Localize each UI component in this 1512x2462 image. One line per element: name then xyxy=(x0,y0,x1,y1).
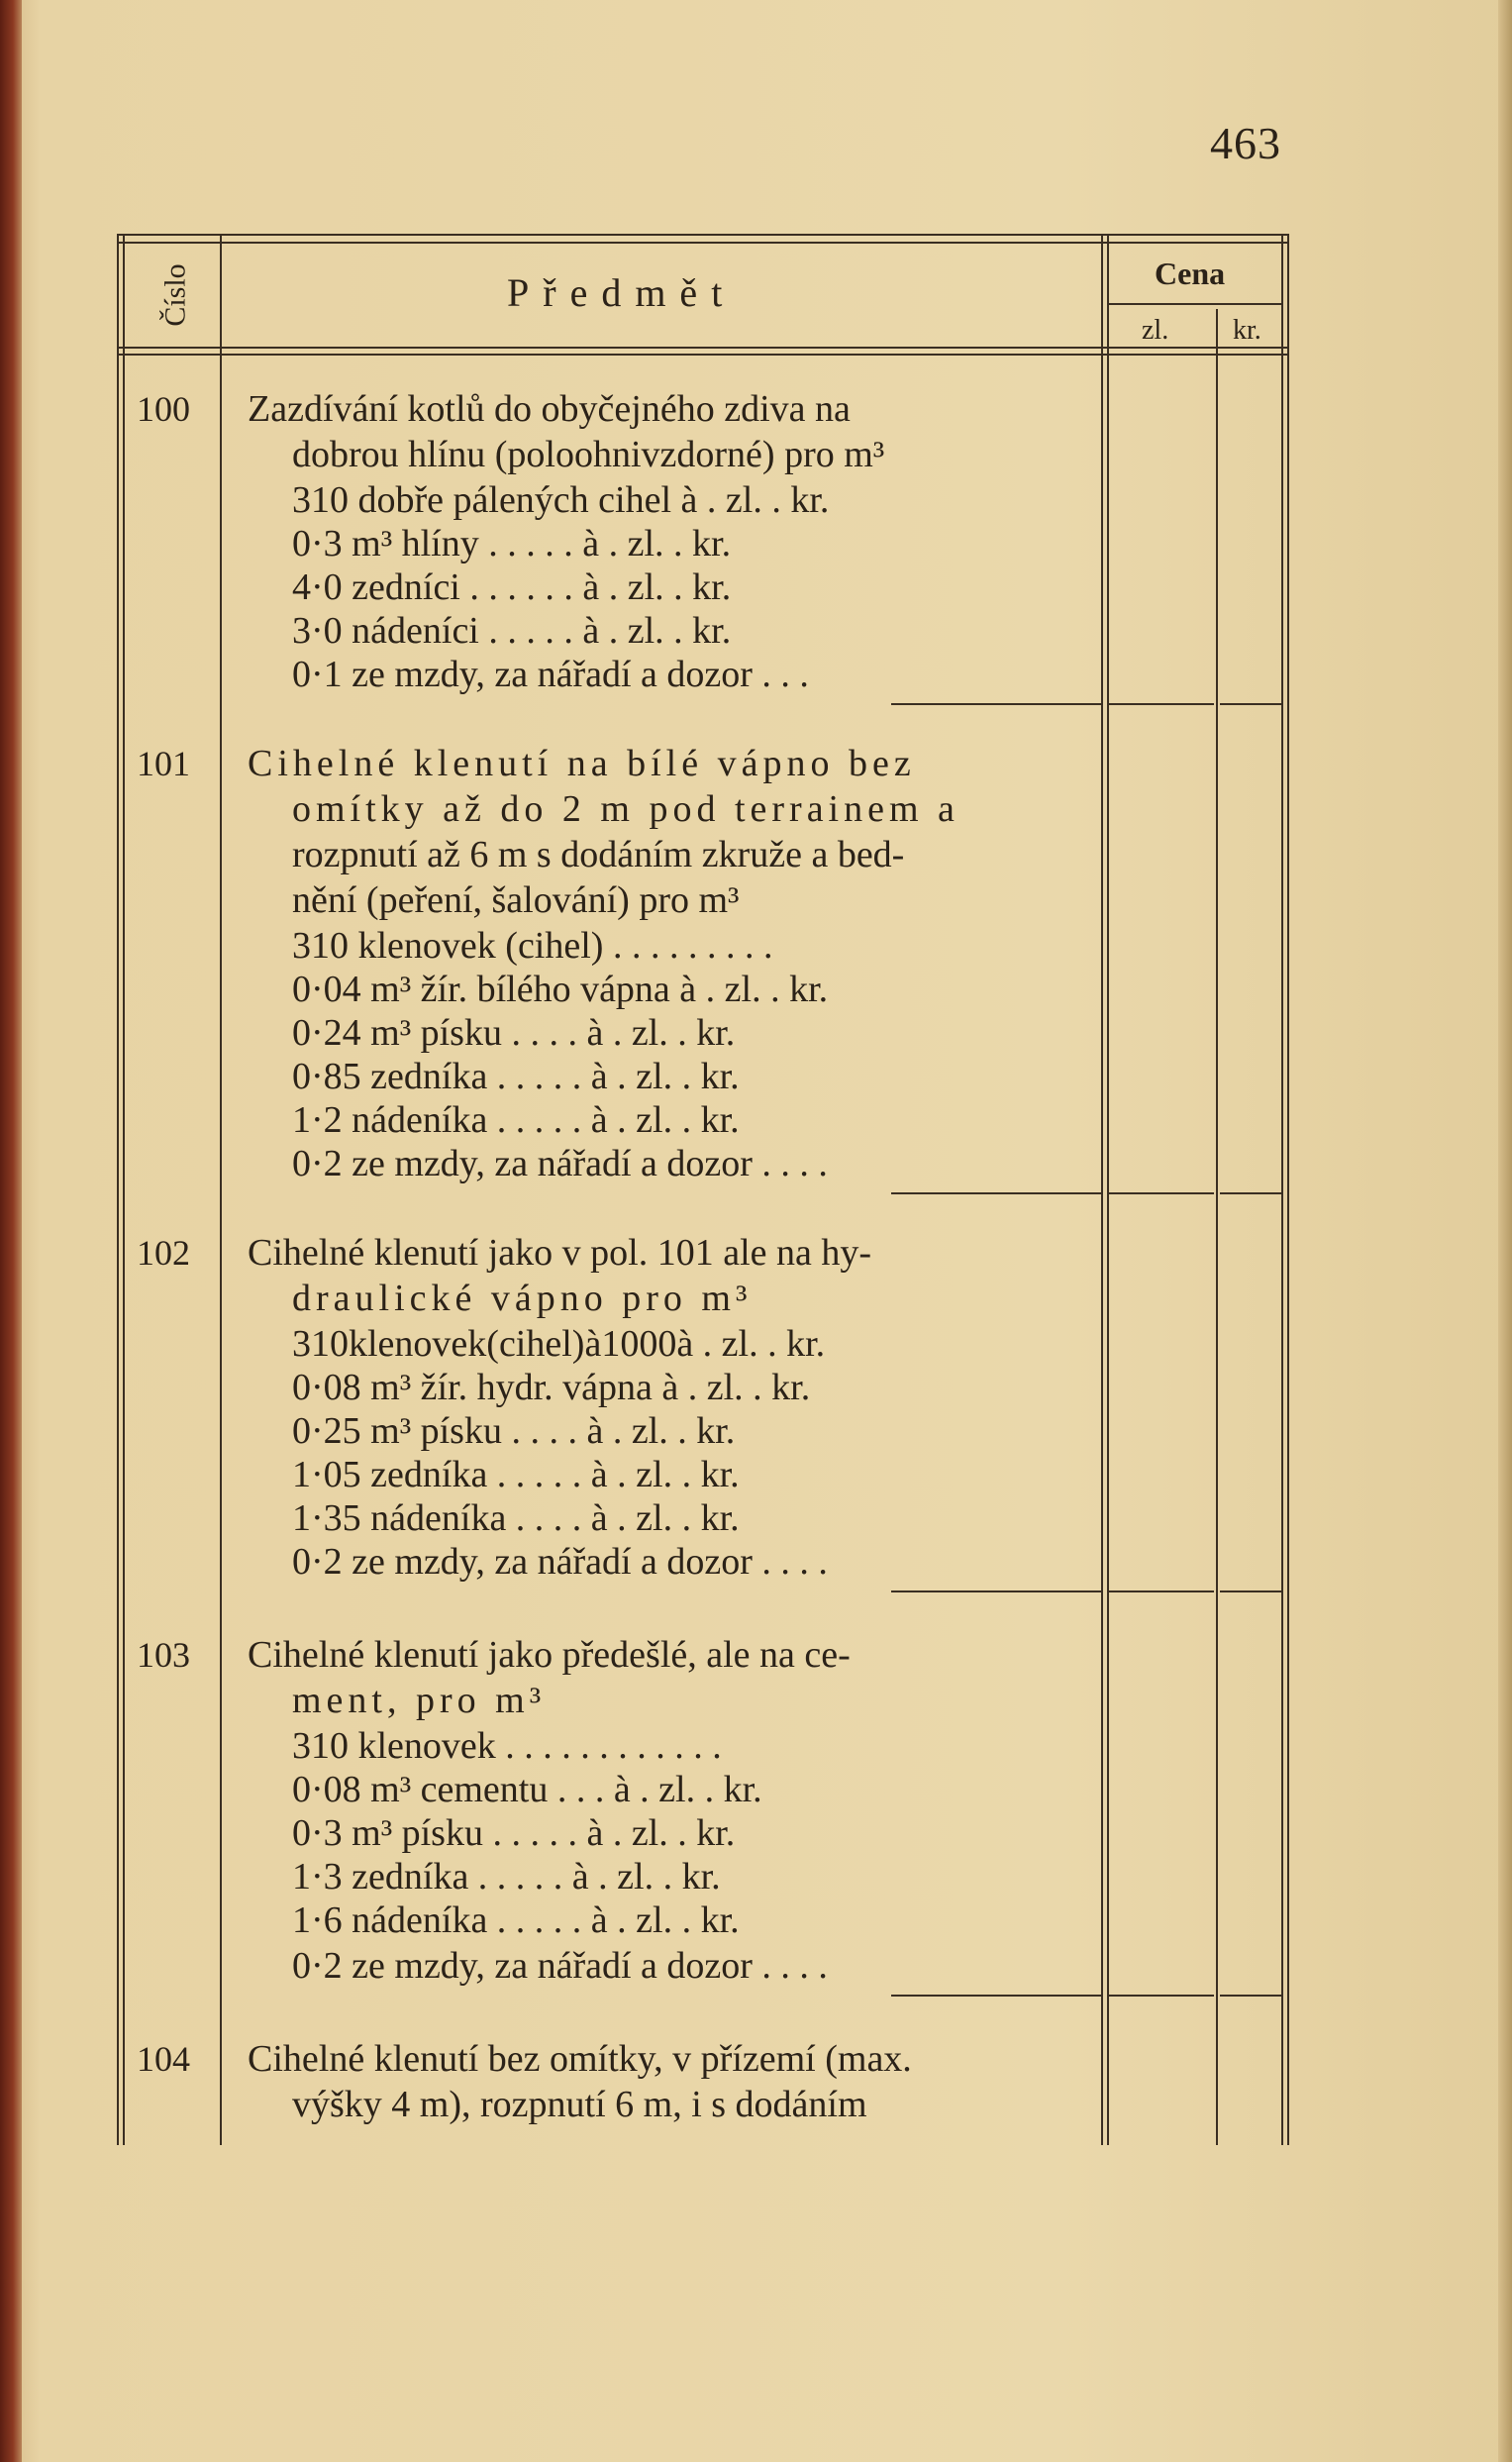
subject-column-rule-1 xyxy=(1101,234,1103,2145)
table-top-rule xyxy=(117,234,1289,236)
header-kr: kr. xyxy=(1233,315,1261,346)
page-edge xyxy=(1498,0,1512,2462)
item-102-line: 1·35 nádeníka . . . . à . zl. . kr. xyxy=(292,1497,740,1539)
item-103-line: ment, pro m³ xyxy=(292,1680,547,1721)
item-100-line: dobrou hlínu (poloohnivzdorné) pro m³ xyxy=(292,434,885,475)
item-103-line: 0·08 m³ cementu . . . à . zl. . kr. xyxy=(292,1769,762,1810)
sum-rule-kr xyxy=(1220,1590,1281,1592)
header-bottom-rule-2 xyxy=(117,354,1289,356)
table-left-rule-outer xyxy=(117,234,119,2145)
sum-rule xyxy=(891,1995,1101,1997)
cena-header-rule xyxy=(1107,303,1283,305)
item-number-101: 101 xyxy=(137,744,190,783)
item-100-line: 4·0 zedníci . . . . . . à . zl. . kr. xyxy=(292,566,732,608)
number-column-rule xyxy=(220,234,222,2145)
item-101-line: omítky až do 2 m pod terrainem a xyxy=(292,788,959,830)
item-102-line: Cihelné klenutí jako v pol. 101 ale na hy- xyxy=(248,1232,872,1274)
subject-column-rule-2 xyxy=(1107,234,1109,2145)
item-102-line: draulické vápno pro m³ xyxy=(292,1278,753,1319)
header-cena: Cena xyxy=(1155,256,1226,291)
item-101-line: nění (peření, šalování) pro m³ xyxy=(292,879,740,921)
sum-rule-zl xyxy=(1107,1995,1214,1997)
sum-rule-kr xyxy=(1220,703,1281,705)
item-number-104: 104 xyxy=(137,2039,190,2079)
item-103-line: 0·2 ze mzdy, za nářadí a dozor . . . . xyxy=(292,1945,828,1987)
item-103-line: 310 klenovek . . . . . . . . . . . . xyxy=(292,1725,722,1767)
item-103-line: Cihelné klenutí jako předešlé, ale na ce- xyxy=(248,1634,851,1676)
item-101-line: rozpnutí až 6 m s dodáním zkruže a bed- xyxy=(292,834,905,875)
sum-rule-zl xyxy=(1107,703,1214,705)
item-101-line: 0·24 m³ písku . . . . à . zl. . kr. xyxy=(292,1012,736,1054)
item-102-line: 0·2 ze mzdy, za nářadí a dozor . . . . xyxy=(292,1541,828,1583)
item-103-line: 0·3 m³ písku . . . . . à . zl. . kr. xyxy=(292,1812,736,1854)
header-zl: zl. xyxy=(1142,315,1169,346)
sum-rule xyxy=(891,703,1101,705)
item-number-100: 100 xyxy=(137,389,190,429)
table-left-rule-inner xyxy=(123,234,125,2145)
item-100-line: 0·1 ze mzdy, za nářadí a dozor . . . xyxy=(292,654,809,695)
sum-rule-kr xyxy=(1220,1192,1281,1194)
table-top-rule-2 xyxy=(117,242,1289,244)
table-right-rule-inner xyxy=(1287,234,1289,2145)
page-number: 463 xyxy=(1210,118,1281,168)
item-102-line: 0·08 m³ žír. hydr. vápna à . zl. . kr. xyxy=(292,1367,811,1408)
item-104-line: výšky 4 m), rozpnutí 6 m, i s dodáním xyxy=(292,2084,867,2125)
header-cislo-label: Číslo xyxy=(158,263,192,327)
item-102-line: 310klenovek(cihel)à1000à . zl. . kr. xyxy=(292,1323,826,1365)
sum-rule-zl xyxy=(1107,1590,1214,1592)
item-104-line: Cihelné klenutí bez omítky, v přízemí (max. xyxy=(248,2038,912,2080)
item-number-102: 102 xyxy=(137,1233,190,1273)
item-101-line: 310 klenovek (cihel) . . . . . . . . . xyxy=(292,925,773,967)
item-102-line: 0·25 m³ písku . . . . à . zl. . kr. xyxy=(292,1410,736,1452)
item-101-line: 0·2 ze mzdy, za nářadí a dozor . . . . xyxy=(292,1143,828,1184)
item-103-line: 1·6 nádeníka . . . . . à . zl. . kr. xyxy=(292,1899,740,1941)
sum-rule-zl xyxy=(1107,1192,1214,1194)
item-number-103: 103 xyxy=(137,1635,190,1675)
item-101-line: 1·2 nádeníka . . . . . à . zl. . kr. xyxy=(292,1099,740,1141)
item-103-line: 1·3 zedníka . . . . . à . zl. . kr. xyxy=(292,1856,721,1898)
item-101-line: Cihelné klenutí na bílé vápno bez xyxy=(248,743,916,784)
sum-rule xyxy=(891,1590,1101,1592)
item-100-line: 3·0 nádeníci . . . . . à . zl. . kr. xyxy=(292,610,732,652)
item-101-line: 0·85 zedníka . . . . . à . zl. . kr. xyxy=(292,1056,740,1097)
zl-kr-divider xyxy=(1216,309,1218,2145)
header-bottom-rule xyxy=(117,347,1289,349)
header-predmet: Předmět xyxy=(507,270,737,315)
header-cislo xyxy=(137,256,216,335)
book-spine xyxy=(0,0,22,2462)
sum-rule xyxy=(891,1192,1101,1194)
sum-rule-kr xyxy=(1220,1995,1281,1997)
item-100-line: 0·3 m³ hlíny . . . . . à . zl. . kr. xyxy=(292,523,732,564)
item-100-line: 310 dobře pálených cihel à . zl. . kr. xyxy=(292,479,830,521)
table-right-rule xyxy=(1281,234,1283,2145)
item-100-line: Zazdívání kotlů do obyčejného zdiva na xyxy=(248,388,851,430)
item-101-line: 0·04 m³ žír. bílého vápna à . zl. . kr. xyxy=(292,969,829,1010)
item-102-line: 1·05 zedníka . . . . . à . zl. . kr. xyxy=(292,1454,740,1495)
